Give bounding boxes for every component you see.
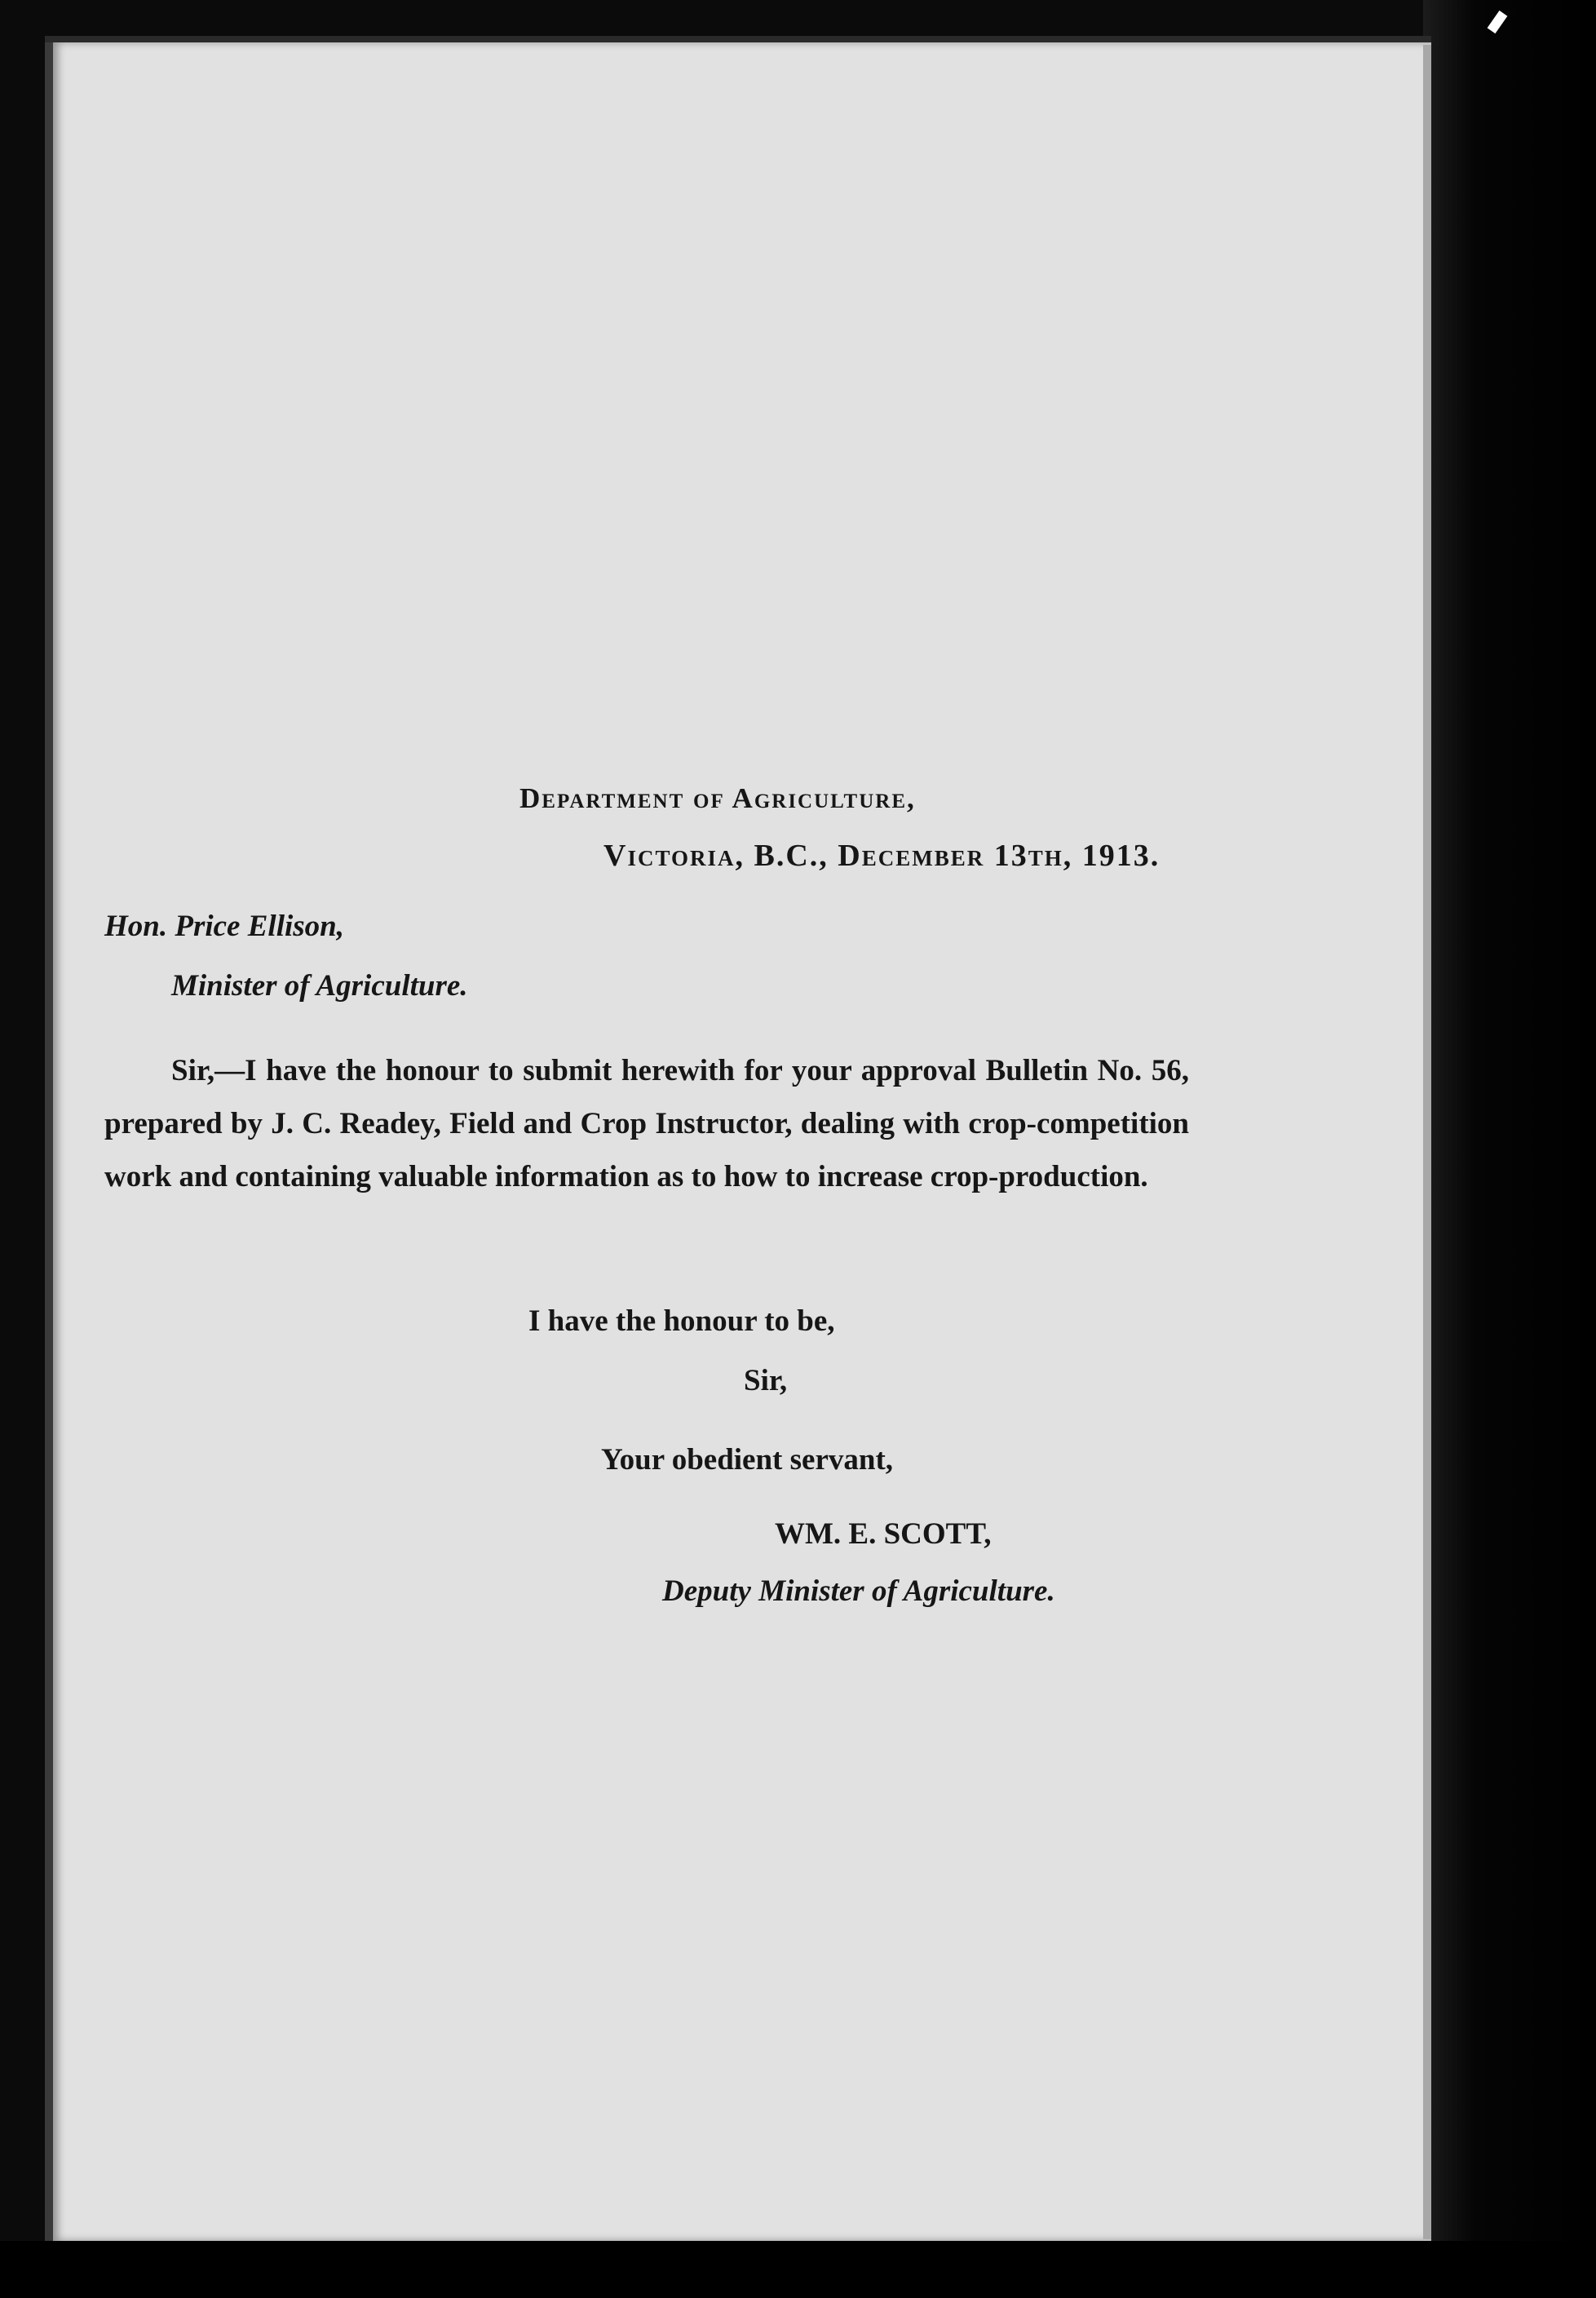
letterhead-department: Department of Agriculture, — [519, 782, 916, 814]
letter-body — [104, 1044, 1189, 1203]
closing-servant: Your obedient servant, — [601, 1443, 894, 1477]
closing-line: I have the honour to be, — [528, 1304, 835, 1338]
closing-salutation: Sir, — [744, 1364, 788, 1397]
addressee-name: Hon. Price Ellison, — [104, 910, 344, 943]
addressee-title: Minister of Agriculture. — [171, 969, 468, 1003]
signatory-title: Deputy Minister of Agriculture. — [662, 1574, 1055, 1608]
signatory-name: WM. E. SCOTT, — [775, 1517, 992, 1551]
page-right-edge — [1423, 45, 1431, 2239]
page-top-edge — [45, 36, 1431, 42]
scan-bottom-margin — [0, 2241, 1596, 2298]
scan-dark-margin — [1423, 0, 1596, 2298]
letterhead-place-date: Victoria, B.C., December 13th, 1913. — [603, 839, 1161, 873]
letter-body-text: Sir,—I have the honour to submit herewith for your approval Bulletin No. 56, prepared by J. C. Readey, Field and Crop Instructor, dealing with crop-competition work and containing valuable information as to how to increase crop-production. — [104, 1054, 1189, 1193]
